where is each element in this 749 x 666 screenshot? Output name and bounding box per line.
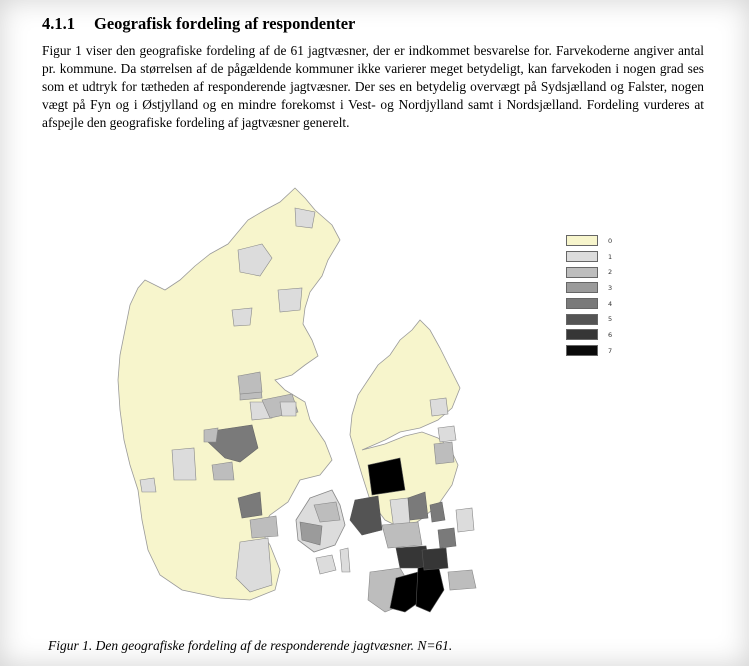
zealand-region — [350, 320, 476, 590]
legend-row — [566, 311, 612, 327]
legend-row — [566, 327, 612, 343]
legend-label: 1 — [608, 252, 613, 261]
legend-row — [566, 233, 612, 249]
body-paragraph: Figur 1 viser den geografiske fordeling af de 61 jagtvæsner, der er indkommet besvarelse for. Farvekoderne angiver antal pr. kommune. Da størrelsen af de pågældende kommuner ikke varierer meget betydeligt, kan farvekoden i nogen grad ses som et udtryk for tætheden af responderende jagtvæsner. Der ses en betydelig overvægt på Sydsjælland og Falster, nogen vægt på Fyn og i Østjylland og en mindre forekomst i Vest- og Nordjylland samt i Nordsjælland. Fordeling vurderes at afspejle den geografiske fordeling af jagtvæsner generelt. — [42, 43, 704, 130]
municipality-faxe — [456, 508, 474, 532]
municipality-nordsjaelland-b — [438, 426, 456, 442]
island-falster — [416, 564, 444, 612]
municipality-nordjylland-b — [278, 288, 302, 312]
legend-swatch-7 — [566, 345, 598, 356]
section-title: Geografisk fordeling af respondenter — [94, 14, 356, 33]
legend-swatch-3 — [566, 282, 598, 293]
municipality-stevns — [438, 528, 456, 548]
municipality-slagelse — [382, 522, 422, 548]
legend-label: 7 — [608, 346, 613, 355]
legend-row — [566, 343, 612, 359]
municipality-oestjylland-b — [280, 402, 296, 416]
legend-row — [566, 264, 612, 280]
legend-label: 0 — [608, 236, 613, 245]
island-langeland — [340, 548, 350, 572]
municipality-odsherred — [368, 458, 405, 495]
denmark-choropleth-map — [100, 180, 520, 630]
legend-swatch-0 — [566, 235, 598, 246]
figure-caption: Figur 1. Den geografiske fordeling af de responderende jagtvæsner. N=61. — [48, 638, 453, 653]
municipality-sydjylland-b — [140, 478, 156, 492]
legend-row — [566, 280, 612, 296]
legend-swatch-2 — [566, 267, 598, 278]
island-moen — [448, 570, 476, 590]
legend-swatch-5 — [566, 314, 598, 325]
legend-label: 4 — [608, 299, 613, 308]
island-aeroe — [316, 555, 336, 574]
municipality-nordsjaelland-a — [430, 398, 448, 416]
legend-label: 3 — [608, 283, 613, 292]
section-heading — [42, 14, 355, 34]
municipality-oestsjaelland — [434, 442, 454, 464]
legend-swatch-1 — [566, 251, 598, 262]
legend-label: 2 — [608, 268, 613, 277]
legend-label: 6 — [608, 330, 613, 339]
legend-row — [566, 249, 612, 265]
municipality-midtjylland-b — [204, 428, 218, 442]
body-paragraph-block — [42, 42, 704, 132]
municipality-vestjylland — [172, 448, 196, 480]
municipality-sydjylland-a — [212, 462, 234, 480]
municipality-koege — [430, 502, 445, 522]
legend-swatch-6 — [566, 329, 598, 340]
legend-row — [566, 296, 612, 312]
municipality-midtjylland-a — [238, 372, 262, 394]
legend-label: 5 — [608, 315, 613, 324]
map-legend — [566, 233, 612, 359]
section-number: 4.1.1 — [42, 14, 75, 33]
municipality-kalundborg — [350, 496, 382, 535]
funen-region — [296, 490, 350, 574]
municipality-vordingborg — [422, 548, 448, 570]
municipality-nordjylland-c — [232, 308, 252, 326]
legend-swatch-4 — [566, 298, 598, 309]
municipality-sydjylland-c — [250, 516, 278, 538]
